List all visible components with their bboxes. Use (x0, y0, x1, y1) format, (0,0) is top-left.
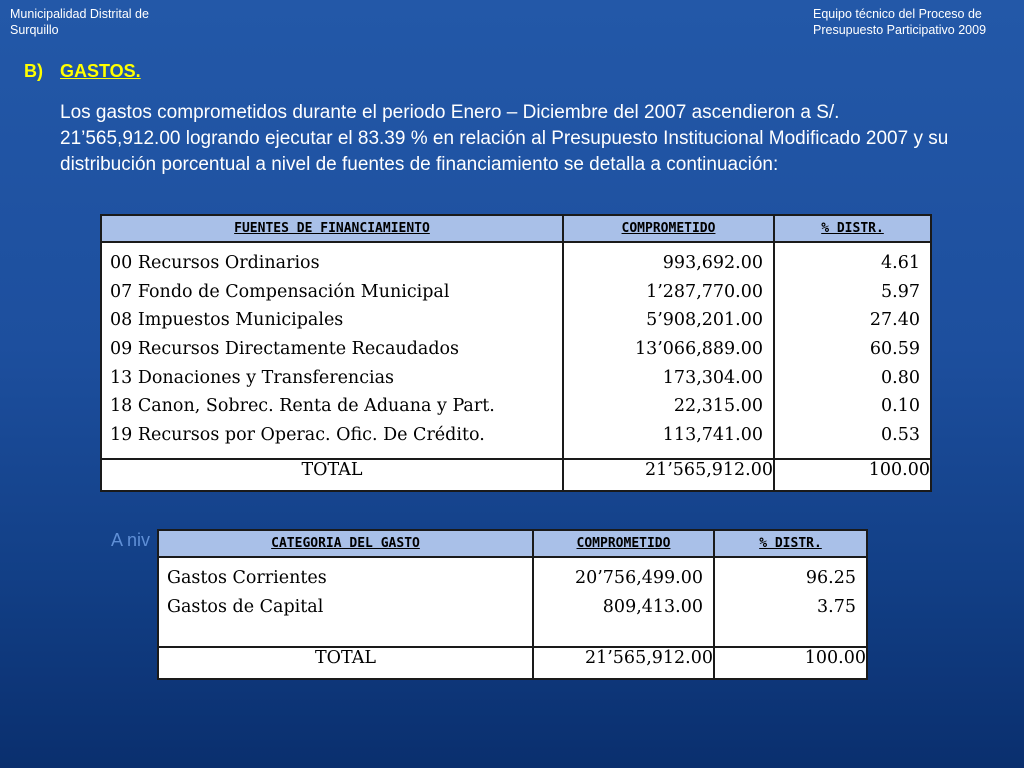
distribution-list (775, 243, 930, 458)
category-label: Gastos de Capital (167, 596, 324, 617)
table-body-row (158, 557, 867, 647)
total-amount: 21’565,912.00 (533, 647, 714, 679)
header-right (813, 6, 986, 38)
category-list (159, 558, 532, 629)
col-header-committed: COMPROMETIDO (563, 215, 774, 242)
col-header-distribution: % DISTR. (774, 215, 931, 242)
committed-amount: 13’066,889.00 (634, 339, 763, 360)
distribution-pct: 0.53 (881, 425, 920, 446)
distribution-pct: 4.61 (881, 253, 920, 273)
section-title: GASTOS. (60, 61, 141, 81)
committed-amount: 809,413.00 (602, 596, 703, 617)
total-label: TOTAL (158, 647, 533, 679)
committed-list (564, 243, 773, 458)
category-column (158, 557, 533, 647)
distribution-pct: 3.75 (817, 596, 856, 617)
header-right-line1: Equipo técnico del Proceso de (813, 7, 982, 21)
distribution-list (715, 558, 866, 629)
source-label: 13 Donaciones y Transferencias (110, 367, 395, 388)
committed-amount: 5’908,201.00 (646, 310, 763, 331)
distribution-pct: 96.25 (805, 568, 856, 588)
committed-amount: 20’756,499.00 (574, 568, 703, 588)
obscured-text: A niv (111, 530, 151, 550)
table-total-row (101, 459, 931, 491)
expense-category-table (157, 529, 868, 680)
distribution-pct: 60.59 (869, 339, 920, 360)
source-label: 18 Canon, Sobrec. Renta de Aduana y Part. (110, 396, 495, 417)
total-pct: 100.00 (714, 647, 867, 679)
sources-column (101, 242, 563, 459)
col-header-category: CATEGORIA DEL GASTO (158, 530, 533, 557)
source-label: 00 Recursos Ordinarios (110, 253, 320, 273)
distribution-column (774, 242, 931, 459)
section-letter: B) (24, 61, 43, 81)
source-label: 09 Recursos Directamente Recaudados (110, 339, 460, 360)
table-header-row (101, 215, 931, 242)
source-label: 07 Fondo de Compensación Municipal (110, 281, 450, 302)
header-right-line2: Presupuesto Participativo 2009 (813, 23, 987, 37)
financing-sources-table (100, 214, 932, 492)
header-left (10, 6, 149, 38)
total-pct: 100.00 (774, 459, 931, 491)
distribution-pct: 0.80 (881, 367, 920, 388)
committed-amount: 113,741.00 (662, 425, 763, 446)
committed-amount: 22,315.00 (673, 396, 763, 417)
committed-list (534, 558, 713, 629)
table-header-row (158, 530, 867, 557)
total-label: TOTAL (101, 459, 563, 491)
committed-amount: 993,692.00 (662, 253, 763, 273)
intro-paragraph: Los gastos comprometidos durante el periodo Enero – Diciembre del 2007 ascendieron a S/. 21’565,912.00 logrando ejecutar el 83.39 % en relación al Presupuesto Institucional Modificado 2007 y su distribución porcentual a nivel de fuentes de financiamiento se detalla a continuación: (60, 102, 949, 175)
source-label: 08 Impuestos Municipales (110, 310, 344, 331)
distribution-column (714, 557, 867, 647)
header-left-line1: Municipalidad Distrital de (10, 7, 149, 21)
committed-amount: 1’287,770.00 (646, 281, 763, 302)
committed-column (563, 242, 774, 459)
total-amount: 21’565,912.00 (563, 459, 774, 491)
committed-column (533, 557, 714, 647)
committed-amount: 173,304.00 (662, 367, 763, 388)
header-left-line2: Surquillo (10, 23, 59, 37)
sources-list (102, 243, 562, 458)
distribution-pct: 5.97 (881, 281, 920, 302)
table-body-row (101, 242, 931, 459)
col-header-sources: FUENTES DE FINANCIAMIENTO (101, 215, 563, 242)
col-header-distribution: % DISTR. (714, 530, 867, 557)
distribution-pct: 27.40 (869, 310, 920, 331)
table-total-row (158, 647, 867, 679)
distribution-pct: 0.10 (881, 396, 920, 417)
col-header-committed: COMPROMETIDO (533, 530, 714, 557)
category-label: Gastos Corrientes (167, 568, 327, 588)
source-label: 19 Recursos por Operac. Ofic. De Crédito. (110, 425, 485, 446)
